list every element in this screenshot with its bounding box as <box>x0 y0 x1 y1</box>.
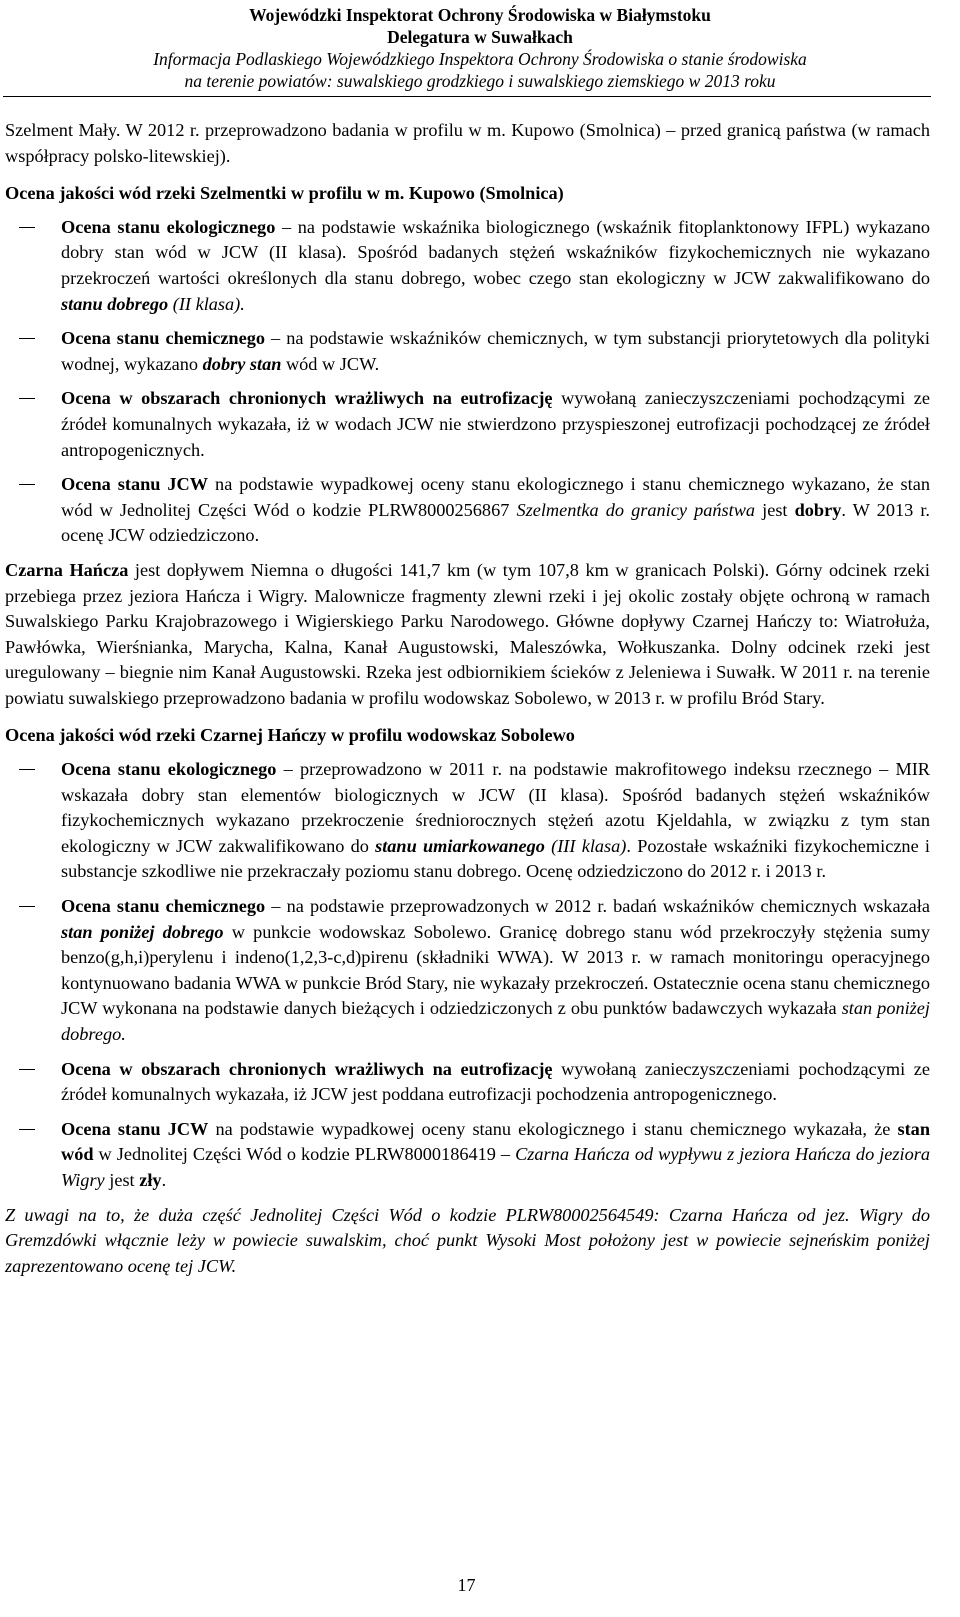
header-divider <box>3 96 931 97</box>
section-heading-szelmentka: Ocena jakości wód rzeki Szelmentki w profilu w m. Kupowo (Smolnica) <box>5 183 564 204</box>
intro-paragraph: Szelment Mały. W 2012 r. przeprowadzono badania w profilu w m. Kupowo (Smolnica) – przed granicą państwa (w ramach współpracy polsko-litewskiej). <box>5 120 930 166</box>
bullet-eutrophication-czarna: Ocena w obszarach chronionych wrażliwych na eutrofizację wywołaną zanieczyszczeniami pochodzącymi ze źródeł komunalnych wykazała, iż JCW jest poddana eutrofizacji pochodzenia antropogenicznego. <box>5 1057 930 1108</box>
bullet-dash-icon <box>19 1129 35 1130</box>
page-header <box>0 4 960 92</box>
closing-note: Z uwagi na to, że duża część Jednolitej Części Wód o kodzie PLRW80002564549: Czarna Hańcza od jez. Wigry do Gremzdówki włącznie leży w powiecie suwalskim, choć punkt Wysoki Most położony jest w powiecie sejneńskim poniżej zaprezentowano ocenę tej JCW. <box>5 1204 930 1276</box>
header-report-title: Informacja Podlaskiego Wojewódzkiego Inspektora Ochrony Środowiska o stanie środowiska <box>153 49 807 69</box>
bullet-dash-icon <box>19 769 35 770</box>
bullet-dash-icon <box>19 398 35 399</box>
bullet-chemical-state-szelmentka: Ocena stanu chemicznego – na podstawie wskaźników chemicznych, w tym substancji priorytetowych dla polityki wodnej, wykazano dobry stan wód w JCW. <box>5 326 930 377</box>
header-institution: Wojewódzki Inspektorat Ochrony Środowiska w Białymstoku <box>249 5 711 25</box>
section-heading-czarna-hancza: Ocena jakości wód rzeki Czarnej Hańczy w profilu wodowskaz Sobolewo <box>5 725 575 746</box>
bullet-jcw-state-czarna: Ocena stanu JCW na podstawie wypadkowej oceny stanu ekologicznego i stanu chemicznego wykazała, że stan wód w Jednolitej Części Wód o kodzie PLRW8000186419 – Czarna Hańcza od wypływu z jeziora Hańcza do jeziora Wigry jest zły. <box>5 1117 930 1194</box>
header-delegation: Delegatura w Suwałkach <box>387 27 573 47</box>
czarna-hancza-description: Czarna Hańcza jest dopływem Niemna o długości 141,7 km (w tym 107,8 km w granicach Polski). Górny odcinek rzeki przebiega przez jeziora Hańcza i Wigry. Malownicze fragmenty zlewni rzeki i jej okolic zostały objęte ochroną w ramach Suwalskiego Parku Krajobrazowego i Wigierskiego Parku Narodowego. Główne dopływy Czarnej Hańczy to: Wiatrołuża, Pawłówka, Wierśnianka, Marycha, Kalna, Kanał Augustowski, Maleszówka, Wołkuszanka. Dolny odcinek rzeki jest uregulowany – biegnie nim Kanał Augustowski. Rzeka jest odbiornikiem ścieków z Jeleniewa i Suwałk. W 2011 r. na terenie powiatu suwalskiego przeprowadzono badania w profilu wodowskaz Sobolewo, w 2013 r. w profilu Bród Stary. <box>5 559 930 708</box>
bullet-chemical-state-czarna: Ocena stanu chemicznego – na podstawie przeprowadzonych w 2012 r. badań wskaźników chemicznych wskazała stan poniżej dobrego w punkcie wodowskaz Sobolewo. Granicę dobrego stanu wód przekroczyły stężenia sumy benzo(g,h,i)perylenu i indeno(1,2,3-c,d)pirenu (składniki WWA). W 2013 r. w ramach monitoringu operacyjnego kontynuowano badania WWA w punkcie Bród Stary, nie wykazały przekroczeń. Ostatecznie ocena stanu chemicznego JCW wykonana na podstawie danych bieżących i odziedziczonych z obu punktów badawczych wykazała stan poniżej dobrego. <box>5 894 930 1048</box>
bullet-dash-icon <box>19 484 35 485</box>
bullet-dash-icon <box>19 338 35 339</box>
bullet-dash-icon <box>19 227 35 228</box>
bullet-jcw-state-szelmentka: Ocena stanu JCW na podstawie wypadkowej oceny stanu ekologicznego i stanu chemicznego wykazano, że stan wód w Jednolitej Części Wód o kodzie PLRW8000256867 Szelmentka do granicy państwa jest dobry. W 2013 r. ocenę JCW odziedziczono. <box>5 472 930 549</box>
bullet-eutrophication-szelmentka: Ocena w obszarach chronionych wrażliwych na eutrofizację wywołaną zanieczyszczeniami pochodzącymi ze źródeł komunalnych wykazała, iż w wodach JCW nie stwierdzono przyspieszonej eutrofizacji pochodzącej ze źródeł antropogenicznych. <box>5 386 930 463</box>
bullet-dash-icon <box>19 906 35 907</box>
header-report-scope: na terenie powiatów: suwalskiego grodzkiego i suwalskiego ziemskiego w 2013 roku <box>184 71 776 91</box>
bullet-ecological-state-czarna: Ocena stanu ekologicznego – przeprowadzono w 2011 r. na podstawie makrofitowego indeksu rzecznego – MIR wskazała dobry stan elementów biologicznych w JCW (II klasa). Spośród badanych stężeń wskaźników fizykochemicznych wykazano przekroczenie średniorocznych stężeń azotu Kjeldahla, w związku z tym stan ekologiczny w JCW zakwalifikowano do stanu umiarkowanego (III klasa). Pozostałe wskaźniki fizykochemiczne i substancje szkodliwe nie przekraczały poziomu stanu dobrego. Ocenę odziedziczono do 2012 r. i 2013 r. <box>5 757 930 885</box>
page-number: 17 <box>457 1575 476 1595</box>
bullet-dash-icon <box>19 1069 35 1070</box>
bullet-ecological-state-szelmentka: Ocena stanu ekologicznego – na podstawie wskaźnika biologicznego (wskaźnik fitoplanktonowy IFPL) wykazano dobry stan wód w JCW (II klasa). Spośród badanych stężeń wskaźników fizykochemicznych nie wykazano przekroczeń wartości określonych dla stanu dobrego, wobec czego stan ekologiczny w JCW zakwalifikowano do stanu dobrego (II klasa). <box>5 215 930 317</box>
document-body <box>5 118 930 1279</box>
